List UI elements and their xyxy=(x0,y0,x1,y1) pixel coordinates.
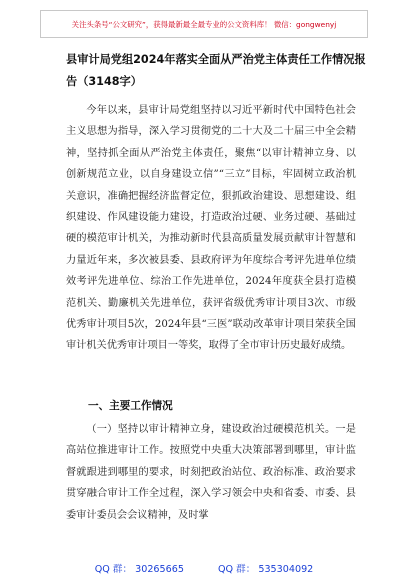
section-paragraph: （一）坚持以审计精神立身，建设政治过硬模范机关。一是高站位推进审计工作。按照党中央重大决策部署到哪里，审计监督就跟进到哪里的要求，时刻把政治站位、政治标准、政治要求贯穿融合审计工作全过程，深入学习领会中央和省委、市委、县委审计委员会会议精神，及时掌 xyxy=(66,424,356,521)
footer-contact xyxy=(0,556,408,580)
document-body xyxy=(66,100,356,357)
section-heading-main-work: 一、主要工作情况 xyxy=(88,400,173,412)
footer-qq-group-2: QQ 群： 535304092 xyxy=(217,564,314,575)
document-title: 县审计局党组2024年落实全面从严治党主体责任工作情况报告（3148字） xyxy=(66,53,366,88)
promo-banner xyxy=(40,10,368,38)
promo-banner-text: 关注头条号“公文研究”，获得最新最全最专业的公文资料库！ 微信：gongwenyj xyxy=(71,19,337,29)
footer-qq-group-1: QQ 群： 30265665 xyxy=(94,564,184,575)
section-body xyxy=(66,419,356,526)
intro-paragraph: 今年以来，县审计局党组坚持以习近平新时代中国特色社会主义思想为指导，深入学习贯彻党的二十大及二十届三中全会精神，坚持抓全面从严治党主体责任，聚焦“以审计精神立身、以创新规范立业，以自身建设立信”“三立”目标，牢固树立政治机关意识，准确把握经济监督定位，狠抓政治建设、思想建设、组织建设、作风建设能力建设，打造政治过硬、业务过硬、基础过硬的模范审计机关，为推动新时代县高质量发展贡献审计智慧和力量近年来，多次被县委、县政府评为年度综合考评先进单位绩效考评先进单位、综治工作先进单位，2024年度获全县打造模范机关、勤廉机关先进单位，获评省级优秀审计项目3次、市级优秀审计项目5次，2024年县“三医”联动改革审计项目荣获全国审计机关优秀审计项目一等奖，取得了全市审计历史最好成绩。 xyxy=(66,105,356,352)
